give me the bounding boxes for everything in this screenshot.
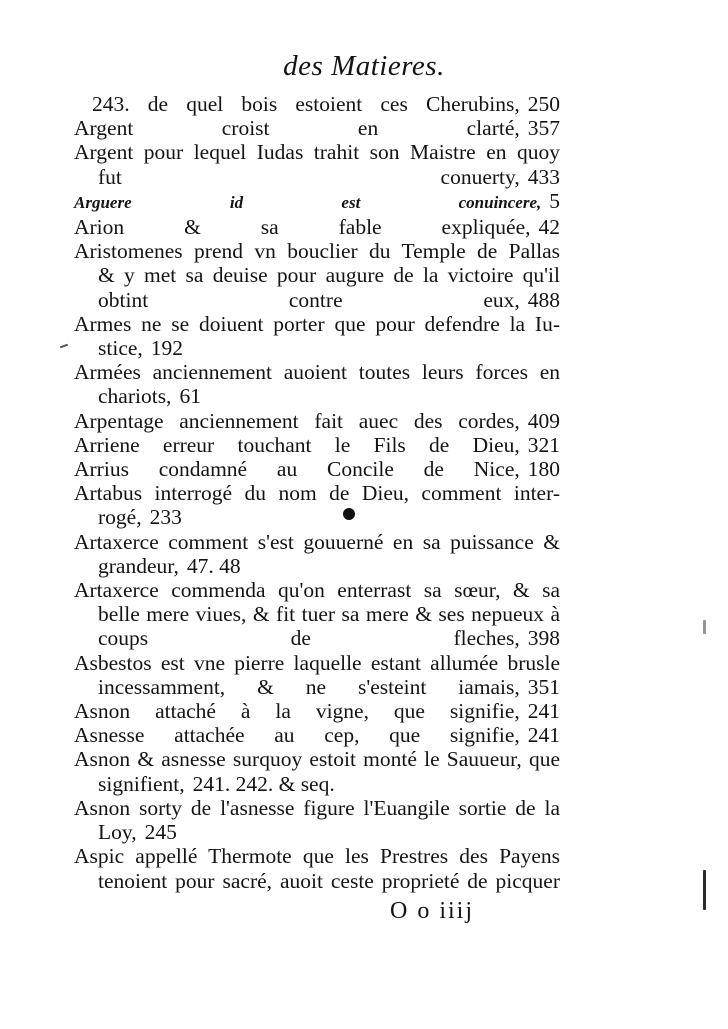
entry-text: Loy,	[98, 820, 137, 845]
page-reference: 351	[527, 674, 560, 699]
index-entry	[74, 747, 560, 771]
index-entry	[74, 651, 560, 675]
entry-text: obtint contre eux,	[98, 287, 520, 312]
index-entry-continuation	[74, 869, 560, 893]
entry-text: Arriene erreur touchant le Fils de Dieu,	[74, 432, 520, 457]
entry-text: Argent pour lequel Iudas trahit son Maistre en quoy	[74, 140, 560, 165]
entry-text: signifient,	[98, 771, 185, 796]
index-entry	[74, 116, 560, 140]
entry-text: Artaxerce comment s'est gouuerné en sa puissance &	[74, 529, 560, 554]
page-reference: 61	[179, 384, 201, 409]
index-entry	[74, 481, 560, 505]
entry-text: Arrius condamné au Concile de Nice,	[74, 457, 520, 482]
entry-text: coups de fleches,	[98, 626, 520, 651]
page-reference: 5	[549, 188, 560, 213]
entry-text: stice,	[98, 336, 143, 361]
page-reference: 42	[538, 215, 560, 240]
index-entry-continuation	[74, 675, 560, 699]
catchword: O o iiij	[390, 898, 475, 924]
entry-text: Armées anciennement auoient toutes leurs forces en	[74, 360, 560, 385]
entry-text: Asbestos est vne pierre laquelle estant allumée brusle	[74, 650, 560, 675]
entry-text: Aspic appellé Thermote que les Prestres des Payens	[74, 844, 560, 869]
page-reference: 398	[527, 626, 560, 651]
entry-text: Arion & sa fable expliquée,	[74, 215, 531, 240]
index-entry-continuation	[74, 263, 560, 287]
entry-text: grandeur,	[98, 553, 179, 578]
page-reference: 241	[527, 699, 560, 724]
index-entry	[74, 409, 560, 433]
index-entry	[74, 215, 560, 239]
page-reference: 241. 242. & seq.	[192, 771, 335, 796]
page-reference: 433	[527, 164, 560, 189]
entry-text: Asnon & asnesse surquoy estoit monté le Sauueur, que	[74, 747, 560, 772]
index-entry	[74, 140, 560, 164]
index-entry-continuation	[74, 165, 560, 189]
page-reference: 409	[527, 408, 560, 433]
index-entry	[74, 312, 560, 336]
index-entry	[74, 723, 560, 747]
entry-text: fut conuerty,	[98, 164, 520, 189]
index-list	[74, 92, 560, 893]
page-reference: 241	[527, 723, 560, 748]
entry-text: Artabus interrogé du nom de Dieu, comment inter-	[74, 481, 560, 506]
entry-text: Arguere id est conuincere,	[74, 192, 542, 212]
entry-text: Argent croist en clarté,	[74, 116, 520, 141]
entry-text: 243. de quel bois estoient ces Cherubins,	[92, 92, 520, 116]
page-reference: 192	[150, 336, 184, 361]
page-reference: 233	[149, 505, 182, 530]
index-entry	[74, 578, 560, 602]
index-entry	[74, 189, 560, 215]
entry-text: Artaxerce commenda qu'on enterrast sa sœur, & sa	[74, 578, 560, 603]
index-entry	[74, 796, 560, 820]
entry-text: Asnon attaché à la vigne, que signifie,	[74, 699, 520, 724]
index-entry-continuation	[74, 384, 560, 408]
index-entry	[74, 360, 560, 384]
page-reference: 47. 48	[186, 553, 241, 578]
entry-text: Asnesse attachée au cep, que signifie,	[74, 723, 520, 748]
entry-text: rogé,	[98, 505, 142, 530]
entry-text: Aristomenes prend vn bouclier du Temple de Pallas	[74, 239, 560, 264]
index-entry	[74, 433, 560, 457]
page-reference: 180	[527, 457, 560, 482]
index-entry	[74, 92, 560, 116]
ink-blot	[343, 508, 355, 520]
index-entry-continuation	[74, 626, 560, 650]
entry-text: tenoient pour sacré, auoit ceste proprieté de picquer	[98, 868, 560, 893]
page-reference: 357	[527, 116, 560, 141]
index-entry	[74, 457, 560, 481]
entry-text: Armes ne se doiuent porter que pour defendre la Iu-	[74, 311, 560, 336]
index-entry-continuation	[74, 554, 560, 578]
index-entry	[74, 239, 560, 263]
page-reference: 321	[527, 432, 560, 457]
margin-mark	[60, 344, 68, 349]
index-entry-continuation	[74, 602, 560, 626]
index-entry	[74, 530, 560, 554]
entry-text: Arpentage anciennement fait auec des cordes,	[74, 408, 520, 433]
running-title: des Matieres.	[283, 50, 445, 82]
index-entry-continuation	[74, 820, 560, 844]
index-entry-continuation	[74, 772, 560, 796]
page-reference: 250	[527, 92, 560, 116]
entry-text: incessamment, & ne s'esteint iamais,	[98, 674, 520, 699]
page-reference: 488	[527, 287, 560, 312]
entry-text: Asnon sorty de l'asnesse figure l'Euangile sortie de la	[74, 795, 560, 820]
page-edge-mark	[703, 870, 706, 910]
entry-text: & y met sa deuise pour augure de la victoire qu'il	[98, 263, 560, 288]
index-entry-continuation	[74, 288, 560, 312]
page-reference: 245	[144, 820, 177, 845]
entry-text: belle mere viues, & fit tuer sa mere & ses nepueux à	[98, 602, 560, 627]
index-entry-continuation	[74, 336, 560, 360]
index-entry-continuation	[74, 505, 560, 529]
index-entry	[74, 844, 560, 868]
entry-text: chariots,	[98, 384, 172, 409]
index-entry	[74, 699, 560, 723]
page-edge-mark	[703, 620, 706, 634]
